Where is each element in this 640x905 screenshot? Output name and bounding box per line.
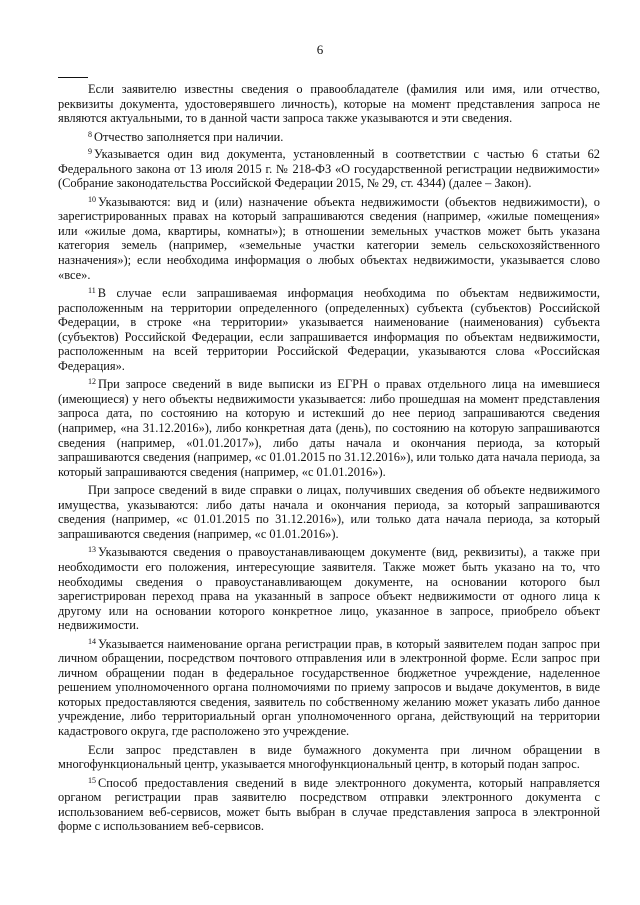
footnote-9	[58, 147, 600, 191]
footnote-text: Способ предоставления сведений в виде электронного документа, который направляется органом регистрации прав заявителю посредством отправки электронного документа с использованием веб-сервисов, может быть выбран в случае представления запроса в электронной форме с использованием веб-сервисов.	[58, 775, 600, 834]
footnote-14	[58, 637, 600, 739]
footnote-text: Если заявителю известны сведения о правообладателе (фамилия или имя, или отчество, реквизиты документа, удостоверявшего личность), которые на момент представления запроса не являются актуальными, то в данной части запроса также указываются и эти сведения.	[58, 82, 600, 126]
footnote-continuation	[58, 82, 600, 126]
footnote-8	[58, 130, 600, 145]
footnote-text: В случае если запрашиваемая информация необходима по объектам недвижимости, расположенным на территории определенного (определенных) субъекта (субъектов) Российской Федерации, в строке «на территории» указывается наименование (наименования) субъекта (субъектов) Российской Федерации, если запрашивается информация по объектам недвижимости, расположенным на всей территории Российской Федерации, указываются слова «Российская Федерация».	[58, 286, 600, 373]
footnote-12	[58, 377, 600, 479]
footnotes-section	[58, 82, 600, 838]
footnote-separator	[58, 77, 88, 78]
footnote-marker: 10	[88, 194, 96, 204]
footnote-text: Если запрос представлен в виде бумажного документа при личном обращении в многофункциональный центр, указывается многофункциональный центр, в который подан запрос.	[58, 742, 600, 772]
footnote-text: Отчество заполняется при наличии.	[94, 129, 284, 144]
footnote-marker: 8	[88, 129, 92, 139]
footnote-marker: 12	[88, 377, 96, 387]
footnote-text: Указываются сведения о правоустанавливающем документе (вид, реквизиты), а также при необходимости его положения, интересующие заявителя. Также может быть указано на то, что необходимы сведения о правоустанавливающем документе, на основании которого был зарегистрирован переход права на указанный в запросе объект недвижимости от одного лица к другому или на основании которого конкретное лицо, указанное в запросе, приобрело объект недвижимости.	[58, 545, 600, 633]
footnote-14-continued	[58, 743, 600, 772]
footnote-marker: 13	[88, 545, 96, 555]
footnote-text: Указывается один вид документа, установленный в соответствии с частью 6 статьи 62 Федерального закона от 13 июля 2015 г. № 218-ФЗ «О государственной регистрации недвижимости» (Собрание законодательства Российской Федерации 2015, № 29, ст. 4344) (далее – Закон).	[58, 147, 600, 191]
footnote-10	[58, 195, 600, 282]
footnote-text: При запросе сведений в виде справки о лицах, получивших сведения об объекте недвижимого имущества, указываются: либо даты начала и окончания периода, за который запрашиваются сведения (например, «с 01.01.2015 по 31.12.2016»), или только дата начала периода, за который запрашиваются сведения (например, «с 01.01.2016»).	[58, 483, 600, 541]
footnote-marker: 9	[88, 147, 92, 157]
footnote-text: Указывается наименование органа регистрации прав, в который заявителем подан запрос при личном обращении, посредством почтового отправления или в электронной форме. Если запрос при личном обращении подан в федеральное государственное бюджетное учреждение, наделенное решением уполномоченного органа полномочиями по приему запросов и выдаче документов, в виде которых предоставляются сведения, заявитель по собственному желанию может указать либо данное учреждение, либо территориальный орган уполномоченного органа, действующий на территории кадастрового округа, где расположено это учреждение.	[58, 636, 600, 738]
footnote-11	[58, 286, 600, 373]
footnote-text: Указываются: вид и (или) назначение объекта недвижимости (объектов недвижимости), о зарегистрированных правах на который запрашиваются сведения (например, «жилые помещения» или «жилые дома, квартиры, комнаты»); в отношении земельных участков может быть указана категория земель (например, «земельные участки категории земель сельскохозяйственного назначения»); если необходима информация о любых объектах недвижимости, указывается слово «все».	[58, 194, 600, 282]
page-number: 6	[316, 42, 324, 57]
footnote-marker: 15	[88, 775, 96, 785]
footnote-marker: 14	[88, 636, 96, 646]
footnote-text: При запросе сведений в виде выписки из ЕГРН о правах отдельного лица на имевшиеся (имеющиеся) у него объекты недвижимости указывается: либо прошедшая на момент представления запроса дата, по состоянию на которую и истекший до нее период запрашиваются сведения (например, «на 31.12.2016»), либо конкретная дата (день), по состоянию на которую запрашиваются сведения (например, «01.01.2017»), либо даты начала и окончания периода, за который запрашиваются сведения (например, «с 01.01.2015 по 31.12.2016»), или только дата начала периода, за который запрашиваются сведения (например, «с 01.01.2016»).	[58, 377, 600, 479]
footnote-15	[58, 776, 600, 834]
footnote-13	[58, 545, 600, 632]
footnote-marker: 11	[88, 286, 96, 296]
footnote-12-continued	[58, 483, 600, 541]
